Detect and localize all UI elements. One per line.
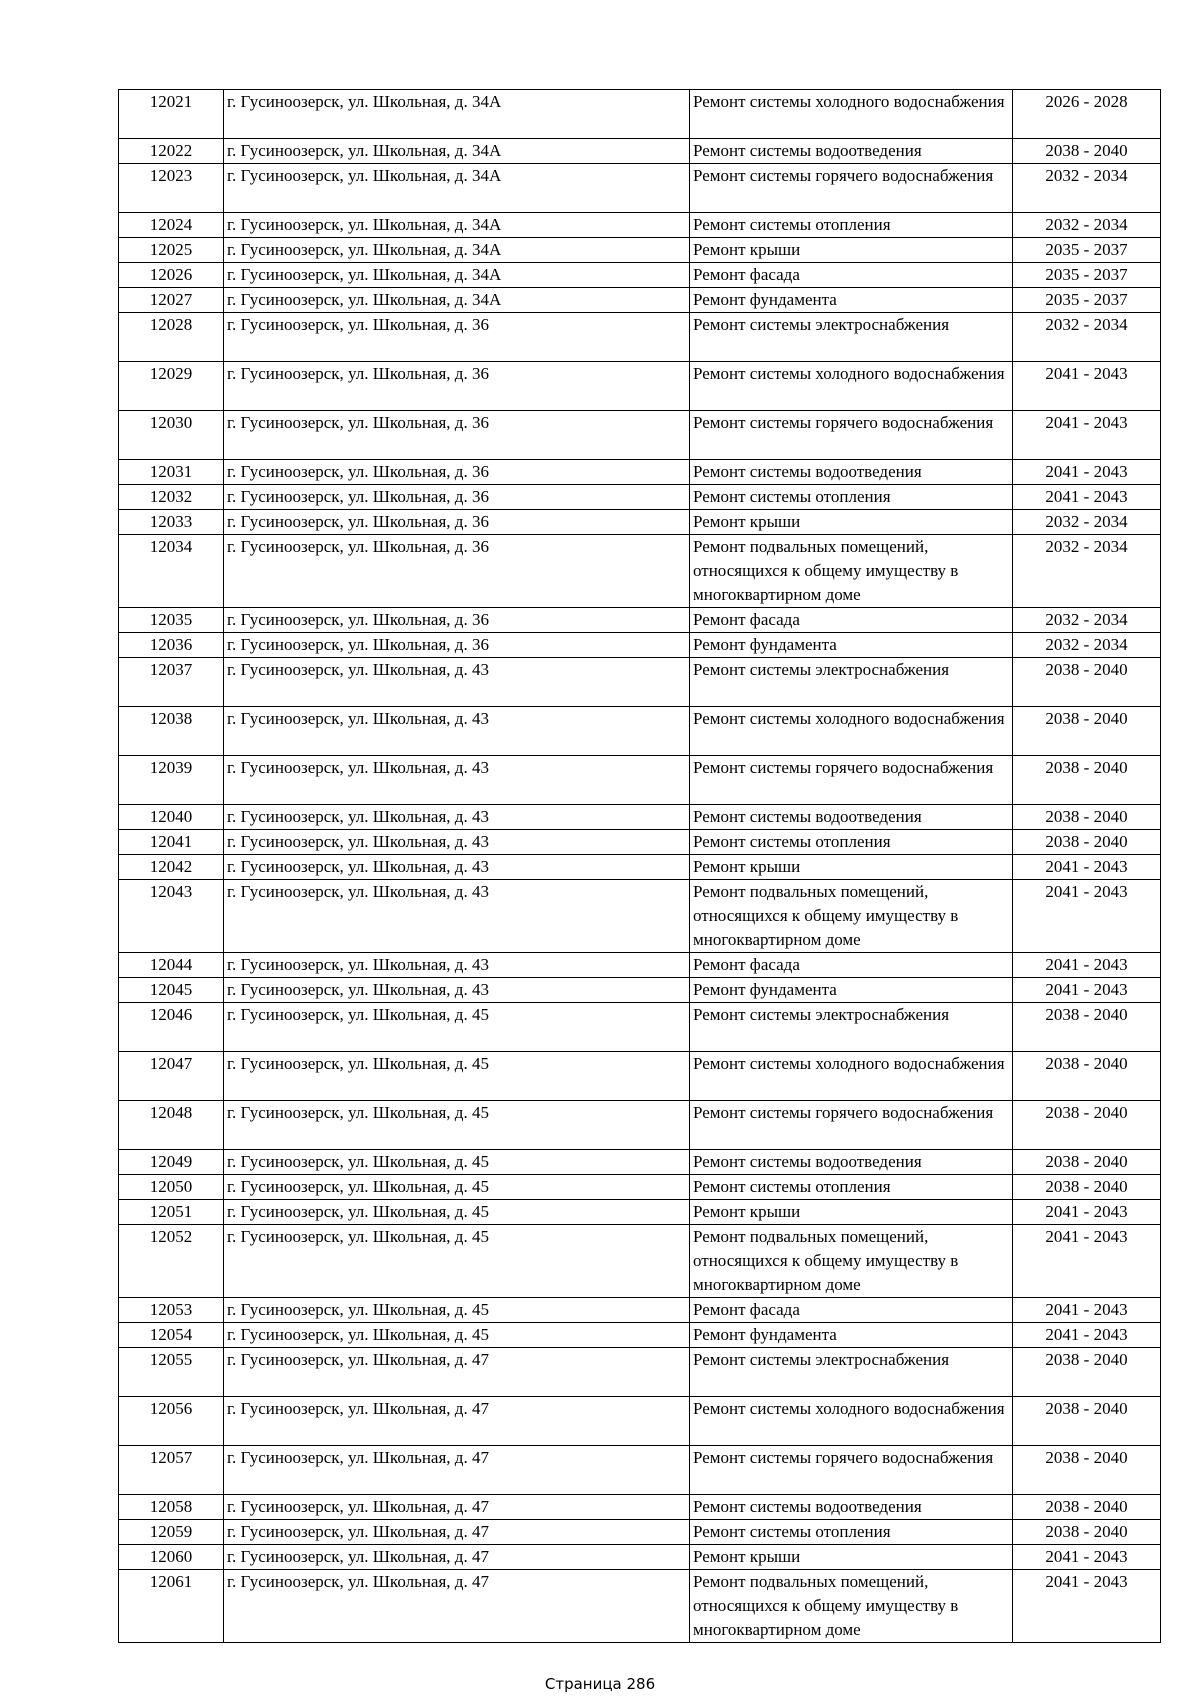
address-cell: г. Гусиноозерск, ул. Школьная, д. 47 [224,1545,690,1570]
work-type-cell: Ремонт системы электроснабжения [690,658,1013,707]
work-type-cell: Ремонт фасада [690,608,1013,633]
work-type-cell: Ремонт системы водоотведения [690,1150,1013,1175]
table-row [119,238,1161,263]
table-row [119,90,1161,139]
period-cell: 2041 - 2043 [1013,1225,1161,1298]
address-cell: г. Гусиноозерск, ул. Школьная, д. 43 [224,953,690,978]
period-cell: 2041 - 2043 [1013,978,1161,1003]
period-cell: 2041 - 2043 [1013,1200,1161,1225]
period-cell: 2038 - 2040 [1013,1150,1161,1175]
row-number-cell: 12045 [119,978,224,1003]
row-number-cell: 12054 [119,1323,224,1348]
work-type-cell: Ремонт системы отопления [690,1520,1013,1545]
work-type-cell: Ремонт системы водоотведения [690,805,1013,830]
work-type-cell: Ремонт системы отопления [690,830,1013,855]
period-cell: 2041 - 2043 [1013,1545,1161,1570]
period-cell: 2038 - 2040 [1013,830,1161,855]
row-number-cell: 12036 [119,633,224,658]
address-cell: г. Гусиноозерск, ул. Школьная, д. 36 [224,411,690,460]
row-number-cell: 12044 [119,953,224,978]
address-cell: г. Гусиноозерск, ул. Школьная, д. 43 [224,880,690,953]
work-type-cell: Ремонт системы горячего водоснабжения [690,1446,1013,1495]
period-cell: 2041 - 2043 [1013,485,1161,510]
address-cell: г. Гусиноозерск, ул. Школьная, д. 34А [224,263,690,288]
row-number-cell: 12041 [119,830,224,855]
table-row [119,1545,1161,1570]
row-number-cell: 12035 [119,608,224,633]
work-type-cell: Ремонт подвальных помещений, относящихся к общему имуществу в многоквартирном доме [690,880,1013,953]
work-type-cell: Ремонт системы электроснабжения [690,1003,1013,1052]
address-cell: г. Гусиноозерск, ул. Школьная, д. 45 [224,1003,690,1052]
address-cell: г. Гусиноозерск, ул. Школьная, д. 45 [224,1323,690,1348]
table-row [119,1348,1161,1397]
row-number-cell: 12056 [119,1397,224,1446]
address-cell: г. Гусиноозерск, ул. Школьная, д. 47 [224,1570,690,1643]
row-number-cell: 12050 [119,1175,224,1200]
work-type-cell: Ремонт системы горячего водоснабжения [690,756,1013,805]
row-number-cell: 12031 [119,460,224,485]
table-row [119,1570,1161,1643]
period-cell: 2032 - 2034 [1013,633,1161,658]
address-cell: г. Гусиноозерск, ул. Школьная, д. 36 [224,535,690,608]
table-row [119,1052,1161,1101]
table-row [119,805,1161,830]
work-type-cell: Ремонт фасада [690,1298,1013,1323]
table-row [119,411,1161,460]
table-row [119,460,1161,485]
work-type-cell: Ремонт системы электроснабжения [690,1348,1013,1397]
address-cell: г. Гусиноозерск, ул. Школьная, д. 43 [224,830,690,855]
work-type-cell: Ремонт крыши [690,238,1013,263]
period-cell: 2032 - 2034 [1013,164,1161,213]
work-type-cell: Ремонт подвальных помещений, относящихся к общему имуществу в многоквартирном доме [690,535,1013,608]
address-cell: г. Гусиноозерск, ул. Школьная, д. 43 [224,756,690,805]
table-row [119,1200,1161,1225]
address-cell: г. Гусиноозерск, ул. Школьная, д. 43 [224,805,690,830]
address-cell: г. Гусиноозерск, ул. Школьная, д. 47 [224,1446,690,1495]
work-type-cell: Ремонт системы холодного водоснабжения [690,707,1013,756]
period-cell: 2032 - 2034 [1013,535,1161,608]
work-type-cell: Ремонт системы холодного водоснабжения [690,90,1013,139]
table-row [119,1446,1161,1495]
work-type-cell: Ремонт системы водоотведения [690,139,1013,164]
period-cell: 2041 - 2043 [1013,1570,1161,1643]
table-row [119,1323,1161,1348]
period-cell: 2038 - 2040 [1013,707,1161,756]
period-cell: 2038 - 2040 [1013,658,1161,707]
row-number-cell: 12030 [119,411,224,460]
work-type-cell: Ремонт системы холодного водоснабжения [690,1052,1013,1101]
row-number-cell: 12046 [119,1003,224,1052]
address-cell: г. Гусиноозерск, ул. Школьная, д. 45 [224,1150,690,1175]
period-cell: 2038 - 2040 [1013,1495,1161,1520]
period-cell: 2038 - 2040 [1013,1397,1161,1446]
address-cell: г. Гусиноозерск, ул. Школьная, д. 43 [224,658,690,707]
address-cell: г. Гусиноозерск, ул. Школьная, д. 45 [224,1200,690,1225]
row-number-cell: 12028 [119,313,224,362]
work-type-cell: Ремонт системы отопления [690,213,1013,238]
address-cell: г. Гусиноозерск, ул. Школьная, д. 43 [224,707,690,756]
period-cell: 2038 - 2040 [1013,139,1161,164]
row-number-cell: 12058 [119,1495,224,1520]
row-number-cell: 12043 [119,880,224,953]
row-number-cell: 12026 [119,263,224,288]
period-cell: 2041 - 2043 [1013,1323,1161,1348]
table-row [119,1520,1161,1545]
address-cell: г. Гусиноозерск, ул. Школьная, д. 45 [224,1052,690,1101]
row-number-cell: 12060 [119,1545,224,1570]
period-cell: 2038 - 2040 [1013,1052,1161,1101]
work-type-cell: Ремонт системы горячего водоснабжения [690,1101,1013,1150]
work-type-cell: Ремонт крыши [690,1200,1013,1225]
address-cell: г. Гусиноозерск, ул. Школьная, д. 34А [224,139,690,164]
period-cell: 2035 - 2037 [1013,263,1161,288]
row-number-cell: 12034 [119,535,224,608]
work-type-cell: Ремонт системы горячего водоснабжения [690,411,1013,460]
table-row [119,1175,1161,1200]
work-type-cell: Ремонт подвальных помещений, относящихся к общему имуществу в многоквартирном доме [690,1570,1013,1643]
row-number-cell: 12059 [119,1520,224,1545]
address-cell: г. Гусиноозерск, ул. Школьная, д. 47 [224,1495,690,1520]
period-cell: 2032 - 2034 [1013,313,1161,362]
table-body [119,90,1161,1643]
work-type-cell: Ремонт системы водоотведения [690,1495,1013,1520]
work-type-cell: Ремонт фасада [690,953,1013,978]
table-row [119,1101,1161,1150]
address-cell: г. Гусиноозерск, ул. Школьная, д. 36 [224,460,690,485]
period-cell: 2038 - 2040 [1013,1446,1161,1495]
row-number-cell: 12032 [119,485,224,510]
table-row [119,510,1161,535]
period-cell: 2041 - 2043 [1013,880,1161,953]
work-type-cell: Ремонт системы электроснабжения [690,313,1013,362]
row-number-cell: 12042 [119,855,224,880]
repair-schedule-table [118,89,1161,1643]
address-cell: г. Гусиноозерск, ул. Школьная, д. 45 [224,1225,690,1298]
address-cell: г. Гусиноозерск, ул. Школьная, д. 34А [224,238,690,263]
table-row [119,756,1161,805]
work-type-cell: Ремонт крыши [690,1545,1013,1570]
table-row [119,535,1161,608]
table-row [119,707,1161,756]
address-cell: г. Гусиноозерск, ул. Школьная, д. 45 [224,1175,690,1200]
row-number-cell: 12039 [119,756,224,805]
row-number-cell: 12047 [119,1052,224,1101]
address-cell: г. Гусиноозерск, ул. Школьная, д. 43 [224,855,690,880]
table-row [119,1495,1161,1520]
table-row [119,164,1161,213]
period-cell: 2041 - 2043 [1013,953,1161,978]
row-number-cell: 12057 [119,1446,224,1495]
work-type-cell: Ремонт крыши [690,510,1013,535]
table-row [119,288,1161,313]
table-row [119,313,1161,362]
work-type-cell: Ремонт фундамента [690,288,1013,313]
page-number: Страница 286 [544,1675,656,1693]
work-type-cell: Ремонт фундамента [690,1323,1013,1348]
row-number-cell: 12053 [119,1298,224,1323]
period-cell: 2038 - 2040 [1013,1520,1161,1545]
row-number-cell: 12055 [119,1348,224,1397]
period-cell: 2038 - 2040 [1013,805,1161,830]
table-row [119,880,1161,953]
table-row [119,953,1161,978]
table-row [119,1225,1161,1298]
row-number-cell: 12029 [119,362,224,411]
row-number-cell: 12061 [119,1570,224,1643]
table-row [119,855,1161,880]
period-cell: 2035 - 2037 [1013,238,1161,263]
address-cell: г. Гусиноозерск, ул. Школьная, д. 34А [224,288,690,313]
period-cell: 2032 - 2034 [1013,510,1161,535]
row-number-cell: 12024 [119,213,224,238]
address-cell: г. Гусиноозерск, ул. Школьная, д. 36 [224,313,690,362]
address-cell: г. Гусиноозерск, ул. Школьная, д. 47 [224,1397,690,1446]
work-type-cell: Ремонт системы отопления [690,485,1013,510]
row-number-cell: 12021 [119,90,224,139]
row-number-cell: 12038 [119,707,224,756]
period-cell: 2038 - 2040 [1013,1348,1161,1397]
table-row [119,362,1161,411]
work-type-cell: Ремонт системы горячего водоснабжения [690,164,1013,213]
table-row [119,608,1161,633]
address-cell: г. Гусиноозерск, ул. Школьная, д. 34А [224,213,690,238]
address-cell: г. Гусиноозерск, ул. Школьная, д. 34А [224,90,690,139]
row-number-cell: 12048 [119,1101,224,1150]
period-cell: 2041 - 2043 [1013,362,1161,411]
address-cell: г. Гусиноозерск, ул. Школьная, д. 36 [224,485,690,510]
table-row [119,1150,1161,1175]
row-number-cell: 12027 [119,288,224,313]
period-cell: 2041 - 2043 [1013,411,1161,460]
table-row [119,213,1161,238]
table-row [119,139,1161,164]
address-cell: г. Гусиноозерск, ул. Школьная, д. 45 [224,1101,690,1150]
address-cell: г. Гусиноозерск, ул. Школьная, д. 47 [224,1520,690,1545]
work-type-cell: Ремонт фундамента [690,633,1013,658]
address-cell: г. Гусиноозерск, ул. Школьная, д. 34А [224,164,690,213]
table-row [119,485,1161,510]
table-row [119,633,1161,658]
period-cell: 2038 - 2040 [1013,1101,1161,1150]
address-cell: г. Гусиноозерск, ул. Школьная, д. 36 [224,510,690,535]
row-number-cell: 12049 [119,1150,224,1175]
table-row [119,1397,1161,1446]
row-number-cell: 12025 [119,238,224,263]
table-row [119,1298,1161,1323]
row-number-cell: 12033 [119,510,224,535]
row-number-cell: 12052 [119,1225,224,1298]
table-row [119,830,1161,855]
row-number-cell: 12023 [119,164,224,213]
table-row [119,1003,1161,1052]
period-cell: 2032 - 2034 [1013,608,1161,633]
work-type-cell: Ремонт системы отопления [690,1175,1013,1200]
table-row [119,263,1161,288]
period-cell: 2026 - 2028 [1013,90,1161,139]
period-cell: 2041 - 2043 [1013,1298,1161,1323]
address-cell: г. Гусиноозерск, ул. Школьная, д. 45 [224,1298,690,1323]
table-row [119,658,1161,707]
period-cell: 2032 - 2034 [1013,213,1161,238]
row-number-cell: 12051 [119,1200,224,1225]
address-cell: г. Гусиноозерск, ул. Школьная, д. 36 [224,608,690,633]
period-cell: 2038 - 2040 [1013,756,1161,805]
row-number-cell: 12040 [119,805,224,830]
table-row [119,978,1161,1003]
address-cell: г. Гусиноозерск, ул. Школьная, д. 36 [224,633,690,658]
work-type-cell: Ремонт системы холодного водоснабжения [690,1397,1013,1446]
address-cell: г. Гусиноозерск, ул. Школьная, д. 36 [224,362,690,411]
period-cell: 2035 - 2037 [1013,288,1161,313]
work-type-cell: Ремонт подвальных помещений, относящихся к общему имуществу в многоквартирном доме [690,1225,1013,1298]
period-cell: 2041 - 2043 [1013,855,1161,880]
row-number-cell: 12022 [119,139,224,164]
work-type-cell: Ремонт системы водоотведения [690,460,1013,485]
period-cell: 2038 - 2040 [1013,1003,1161,1052]
work-type-cell: Ремонт фундамента [690,978,1013,1003]
work-type-cell: Ремонт крыши [690,855,1013,880]
row-number-cell: 12037 [119,658,224,707]
work-type-cell: Ремонт фасада [690,263,1013,288]
address-cell: г. Гусиноозерск, ул. Школьная, д. 43 [224,978,690,1003]
period-cell: 2041 - 2043 [1013,460,1161,485]
address-cell: г. Гусиноозерск, ул. Школьная, д. 47 [224,1348,690,1397]
period-cell: 2038 - 2040 [1013,1175,1161,1200]
work-type-cell: Ремонт системы холодного водоснабжения [690,362,1013,411]
